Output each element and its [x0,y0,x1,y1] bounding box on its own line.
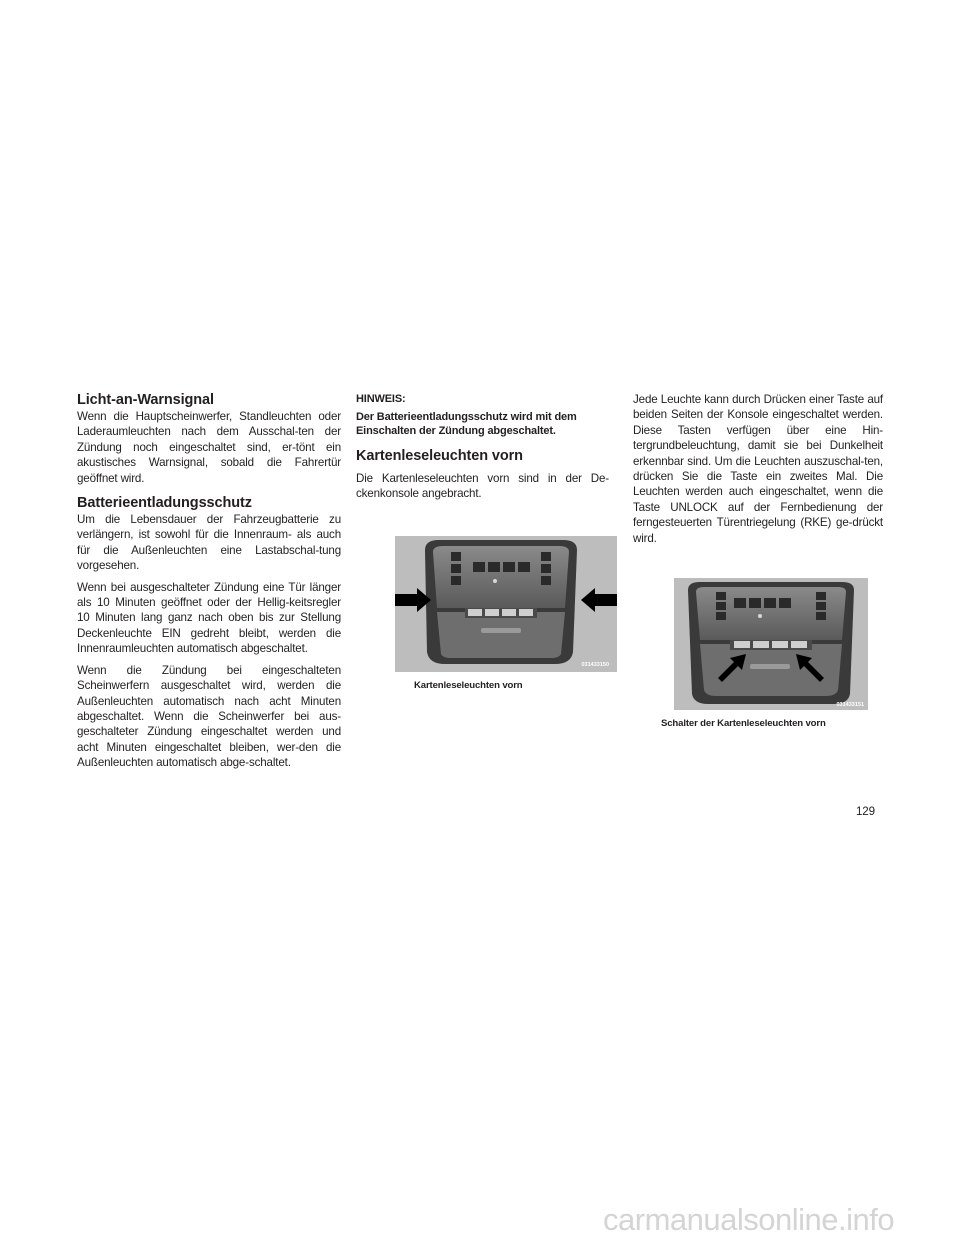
column-left [77,392,341,777]
watermark[interactable]: carmanualsonline.info [603,1202,895,1237]
note-text: Der Batterieentladungsschutz wird mit dem Einschalten der Zündung abgeschaltet. [356,411,577,438]
paragraph-battery-intro: Um die Lebensdauer der Fahrzeugbatterie zu verlängern, ist sowohl für die Innenraum- als auch für die Außenleuchten eine Lastabschal-tung vorgesehen. [77,513,341,573]
figure-caption-kartenleseleuchten: Kartenleseleuchten vorn [414,680,523,691]
paragraph-leuchte-taste: Jede Leuchte kann durch Drücken einer Taste auf beiden Seiten der Konsole eingeschaltet werden. Diese Tasten verfügen über eine Hin-tergrundbeleuchtung, damit sie bei Dunkelheit erkennbar sind. Um die Leuchten auszuschal-ten, drücken Sie die Taste ein zweites Mal. Die Leuchten werden auch eingeschaltet, wenn die Taste UNLOCK auf der Fernbedienung der ferngesteuerten Türentriegelung (RKE) ge-drückt wird. [633,393,883,545]
column-middle [356,392,609,508]
figure-code: 031433150 [581,662,609,668]
note-label: HINWEIS: [356,393,406,405]
figure-overhead-console-switches [674,578,868,710]
paragraph-licht-warnsignal: Wenn die Hauptscheinwerfer, Standleuchten oder Laderaumleuchten nach dem Ausschal-ten der Zündung noch eingeschaltet sind, er-tönt ein akustisches Warnsignal, sobald die Fahrertür geöffnet wird. [77,410,341,485]
paragraph-battery-interior: Wenn bei ausgeschalteter Zündung eine Tür länger als 10 Minuten geöffnet oder der Hellig-keitsregler 10 Minuten lang ganz nach oben bis zur Stellung Deckenleuchte EIN gedreht bleibt, werden die Innenraumleuchten automatisch abgeschaltet. [77,580,341,656]
column-right [633,392,883,552]
paragraph-kartenleseleuchten: Die Kartenleseleuchten vorn sind in der De-ckenkonsole angebracht. [356,471,609,501]
paragraph-battery-exterior: Wenn die Zündung bei eingeschalteten Scheinwerfern ausgeschaltet wird, werden die Außenleuchten automatisch nach acht Minuten abgeschaltet. Wenn die Scheinwerfer bei aus-geschalteter Zündung eingeschaltet werden und acht Minuten eingeschaltet bleiben, wer-den die Außenleuchten automatisch abge-schaltet. [77,663,341,770]
heading-batterieentladungsschutz: Batterieentladungsschutz [77,495,252,512]
figure-caption-schalter: Schalter der Kartenleseleuchten vorn [661,718,826,729]
figure-code: 031433151 [836,702,864,708]
heading-licht-an-warnsignal: Licht-an-Warnsignal [77,392,214,408]
page-number: 129 [856,805,875,818]
figure-overhead-console-side [395,536,617,672]
heading-kartenleseleuchten: Kartenleseleuchten vorn [356,447,523,464]
